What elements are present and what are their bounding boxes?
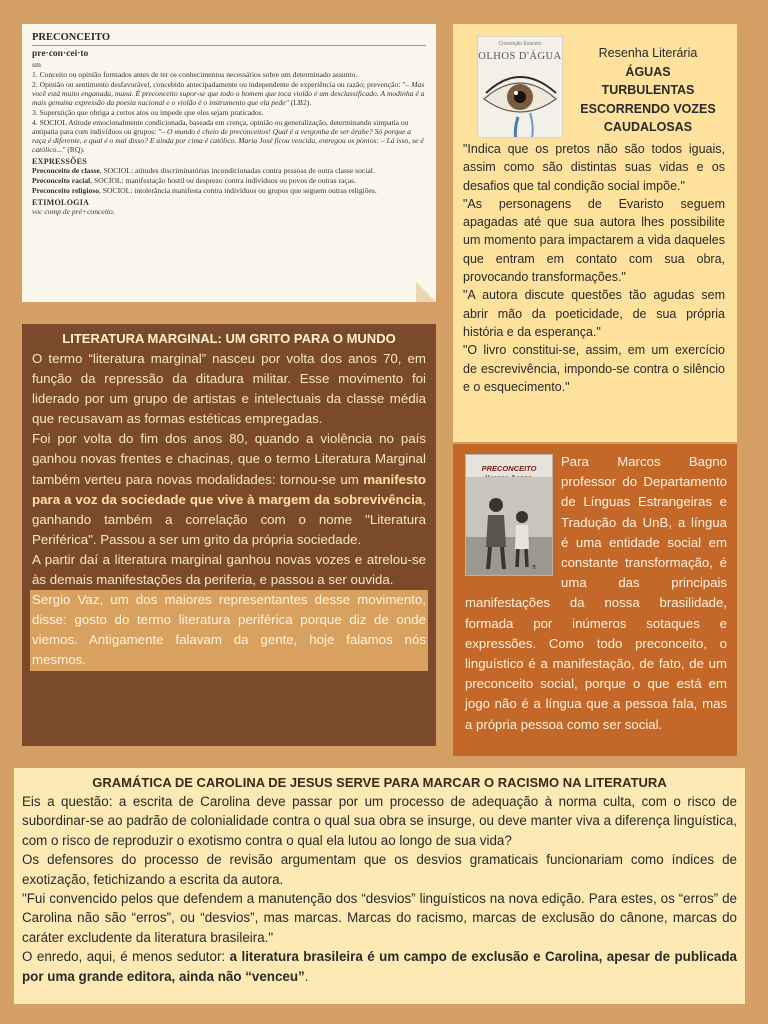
expressions-heading: EXPRESSÕES [32,157,88,166]
dictionary-headword: pre·con·cei·to [32,49,89,59]
review-quotes [463,140,725,396]
carolina-paragraph-1: Eis a questão: a escrita de Carolina deve passar por um processo de adequação à norma culta, com o risco de subordinar-se ao padrão de colonialidade contra o qual sua obra se insurge, ou deve manter viva a diferença linguística, com o risco de reproduzir o exotismo contra o qual ela lutou ao longo de sua vida? [22,794,737,848]
review-label: Resenha Literária [598,46,698,60]
expression-2: Preconceito racial, SOCIOL: manifestação hostil ou desprezo contra indivíduos ou povos de outras raças. [32,176,356,185]
book-cover-preconceito-linguistico [465,454,553,576]
page-curl [416,282,436,302]
marginal-paragraph-3: A partir daí a literatura marginal ganhou novas vozes e atrelou-se às demais manifestações da periferia, e passou a ser ouvida. [32,551,426,588]
cover-author: Conceição Evaristo [498,41,542,47]
marginal-title: LITERATURA MARGINAL: UM GRITO PARA O MUNDO [62,331,396,346]
bagno-text: Para Marcos Bagno professor do Departamento de Línguas Estrangeiras e Tradução da UnB, a língua é uma entidade social em constante transformação, é uma das principais manifestações da nossa brasilidade, formada por inúmeros sotaques e expressões. Como todo preconceito, o linguístico é a manifestação, de fato, de um preconceito social, porque o que está em jogo não é a língua que a pessoa fala, mas a própria pessoa como ser social. [465,454,727,732]
marginal-paragraph-1: O termo “literatura marginal” nasceu por volta dos anos 70, em função da repressão da ditadura militar. Esse movimento foi liderado por um grupo de artistas e intelectuais da classe média que recusavam as formas estéticas empregadas. [32,351,426,427]
review-quote-4: "O livro constitui-se, assim, em um exercício de escrevivência, impondo-se contra o silêncio e o esquecimento." [463,343,725,394]
cover-title: OLHOS D'ÁGUA [478,51,562,62]
carolina-paragraph-2: Os defensores do processo de revisão argumentam que os desvios gramaticais funcionariam como índices de exotização, fetichizando a escrita da autora. [22,852,737,887]
carolina-paragraph-3: "Fui convencido pelos que defendem a manutenção dos “desvios” linguísticos na nova edição. Para estes, os “erros” de Carolina não são “erros”, ou “desvios”, mas marcas. Marcas do racismo, marcas de exclusão do cânone, marcas do caráter excludente da literatura brasileira." [22,891,737,945]
review-card [453,24,737,442]
dictionary-definition-3: 3. Superstição que obriga a certos atos ou impede que eles sejam praticados. [32,108,264,117]
review-quote-1: "Indica que os pretos não são todos iguais, assim como são distintas suas vidas e os desafios que tal condição social impõe." [463,142,725,193]
expression-1: Preconceito de classe, SOCIOL: atitudes discriminatórias incondicionadas contra pessoas de outra classe social. [32,166,375,175]
linguistic-prejudice-card [453,444,737,756]
dictionary-definition-2: 2. Opinião ou sentimento desfavorável, concebido antecipadamente ou independente de experiência ou razão; prevenção: "– Mas você está muito enganada, mana. É preconceito supor-se que todo o homem que toca violão é um desclassificado. A modinha é a mais genuína expressão da poesia nacional e o violão é o instrumento que ela pede" (LB2). [32,80,425,107]
eye-illustration [478,63,562,138]
sergio-vaz-quote: Sergio Vaz, um dos maiores representantes desse movimento, disse: gosto do termo literatura periférica porque diz de onde viemos. Antigamente falavam da gente, hoje falamos nós mesmos. [30,590,428,670]
bagno-cover-title: PRECONCEITO [481,464,537,473]
marginal-literature-card [22,324,436,746]
dictionary-definition-1: 1. Conceito ou opinião formados antes de ter os conhecimentos necessários sobre um determinado assunto. [32,70,358,79]
dictionary-heading: PRECONCEITO [32,32,426,46]
review-title-block [569,44,727,137]
marginal-paragraph-2: Foi por volta do fim dos anos 80, quando a violência no país ganhou novas frentes e chacinas, que o termo Literatura Marginal também verteu para novas modalidades: tornou-se um manifesto para a voz da sociedade que vive à margem da sobrevivência, ganhando também a correlação com o nome "Literatura Periférica". Passou a ser um grito da própria sociedade. [32,431,426,547]
expression-3: Preconceito religioso, SOCIOL: intolerância manifesta contra indivíduos ou grupos que seguem outras religiões. [32,186,377,195]
carolina-title: GRAMÁTICA DE CAROLINA DE JESUS SERVE PARA MARCAR O RACISMO NA LITERATURA [92,775,667,790]
etymology-text: voc comp de pré+conceito. [32,207,115,216]
etymology-heading: ETIMOLOGIA [32,198,90,207]
dictionary-card [22,24,436,302]
review-quote-2: "As personagens de Evaristo seguem apagadas até que sua autora lhes possibilite um momento para impactarem a vida daqueles que entram em contato com sua obra, provocando transformações." [463,196,725,285]
children-photo [466,477,552,575]
review-title-line-1: ÁGUAS [625,64,671,79]
svg-text:π: π [532,562,537,571]
carolina-paragraph-4: O enredo, aqui, é menos sedutor: a literatura brasileira é um campo de exclusão e Carolina, apesar de publicada por uma grande editora, ainda não “venceu”. [22,949,737,984]
dictionary-definition-4: 4. SOCIOL Atitude emocionalmente condicionada, baseada em crença, opinião ou generalização, determinando simpatia ou antipatia para com indivíduos ou grupos: "– O mundo é cheio de preconceitos! Qual é a vergonha de ser árabe? Só porque a raça é diferente, e qual é o mal disso? E ainda por cima é católico. Maria José ficou vencida, entregou os pontos: – Lá isso, se é católico..." (RQ). [32,118,424,154]
carolina-card [14,768,745,1004]
dictionary-pos: sm [32,60,41,69]
review-title-line-3: ESCORRENDO VOZES [580,101,716,116]
book-cover-olhos-dagua [477,36,563,138]
review-quote-3: "A autora discute questões tão agudas sem abrir mão da poeticidade, de sua própria história e da esperança." [463,288,725,339]
review-title-line-4: CAUDALOSAS [603,120,693,134]
review-title-line-2: TURBULENTAS [601,83,695,97]
